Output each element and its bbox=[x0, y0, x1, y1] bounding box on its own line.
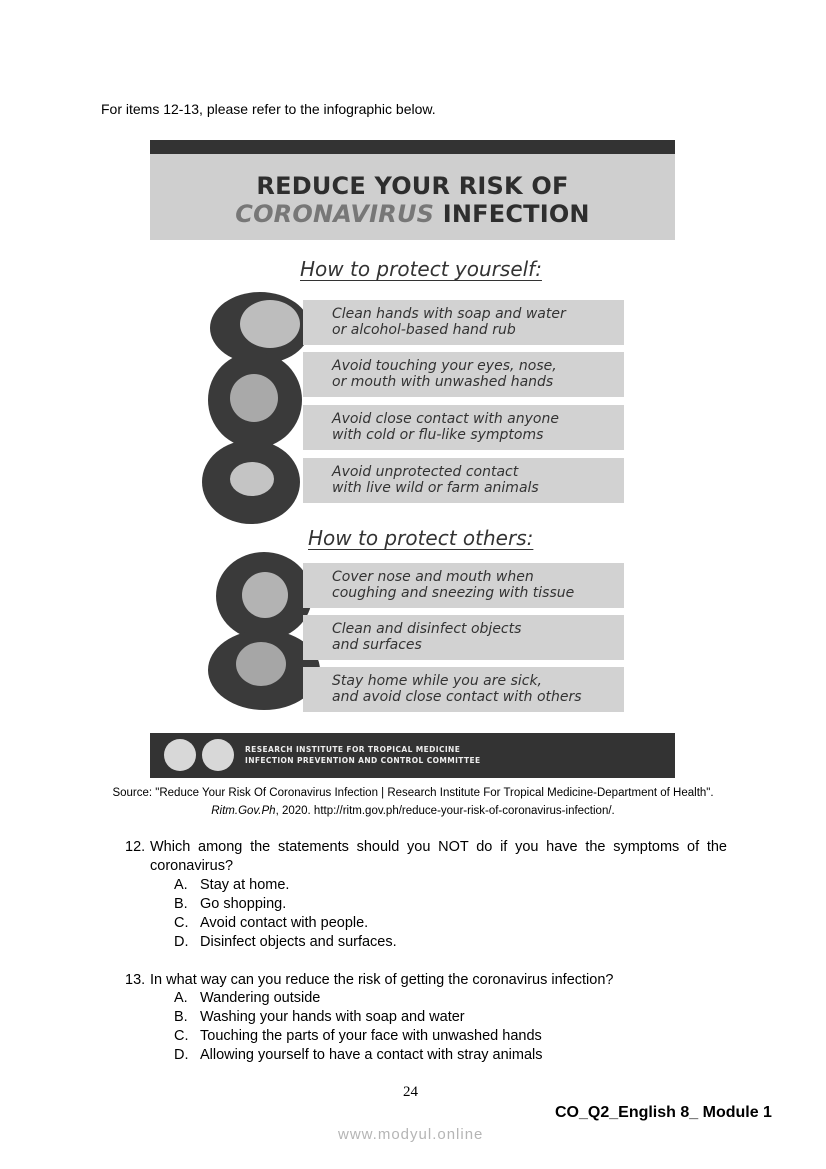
org-line1: RESEARCH INSTITUTE FOR TROPICAL MEDICINE bbox=[245, 745, 461, 754]
tip-avoid-touching-face bbox=[303, 352, 624, 397]
option-letter: A. bbox=[174, 990, 188, 1006]
source-site: Ritm.Gov.Ph bbox=[211, 805, 276, 817]
question-number: 12. bbox=[125, 839, 146, 855]
tip-clean-hands bbox=[303, 300, 624, 345]
tip-clean-disinfect bbox=[303, 615, 624, 660]
intro-text: For items 12-13, please refer to the infographic below. bbox=[101, 101, 436, 117]
tip-stay-home bbox=[303, 667, 624, 712]
tip-text: Cover nose and mouth when coughing and sneezing with tissue bbox=[332, 569, 575, 601]
infographic bbox=[150, 140, 675, 778]
infographic-title-line2 bbox=[150, 200, 675, 228]
question-12 bbox=[125, 838, 727, 876]
option-text: Avoid contact with people. bbox=[200, 915, 369, 931]
option-text: Disinfect objects and surfaces. bbox=[200, 934, 397, 950]
infographic-title-box bbox=[150, 154, 675, 240]
q13-option-d bbox=[174, 1047, 543, 1063]
cow-icon bbox=[230, 462, 274, 496]
module-footer: CO_Q2_English 8_ Module 1 bbox=[555, 1104, 772, 1121]
source-citation bbox=[100, 784, 726, 820]
option-letter: D. bbox=[174, 934, 189, 950]
option-text: Stay at home. bbox=[200, 877, 290, 893]
sneeze-icon bbox=[242, 572, 288, 618]
hand-icon bbox=[240, 300, 300, 348]
question-text: In what way can you reduce the risk of getting the coronavirus infection? bbox=[150, 972, 614, 988]
title-coronavirus: CORONAVIRUS bbox=[235, 200, 435, 228]
question-number: 13. bbox=[125, 972, 146, 988]
ipcc-logo-icon bbox=[202, 739, 234, 771]
q12-option-b bbox=[174, 896, 286, 912]
option-letter: C. bbox=[174, 1028, 189, 1044]
heading-protect-yourself: How to protect yourself: bbox=[300, 257, 542, 281]
bed-icon bbox=[236, 642, 286, 686]
tip-avoid-close-contact bbox=[303, 405, 624, 450]
tip-text: Avoid close contact with anyone with cold or flu-like symptoms bbox=[332, 411, 559, 443]
q13-option-b bbox=[174, 1009, 465, 1025]
q12-option-c bbox=[174, 915, 368, 931]
organization-name bbox=[245, 744, 481, 766]
option-letter: C. bbox=[174, 915, 189, 931]
question-text: Which among the statements should you NOT do if you have the symptoms of the coronavirus? bbox=[150, 839, 727, 874]
ritm-seal-icon bbox=[164, 739, 196, 771]
q12-option-a bbox=[174, 877, 289, 893]
option-text: Touching the parts of your face with unwashed hands bbox=[200, 1028, 542, 1044]
option-text: Allowing yourself to have a contact with stray animals bbox=[200, 1047, 543, 1063]
source-prefix: Source: "Reduce Your Risk Of Coronavirus Infection | Research Institute For Tropical Medicine-Department of Health". bbox=[112, 787, 714, 799]
option-text: Wandering outside bbox=[200, 990, 321, 1006]
face-icon bbox=[230, 374, 278, 422]
question-13 bbox=[125, 971, 727, 990]
tip-cover-nose-mouth bbox=[303, 563, 624, 608]
option-text: Washing your hands with soap and water bbox=[200, 1009, 465, 1025]
option-letter: B. bbox=[174, 1009, 188, 1025]
page-number: 24 bbox=[403, 1084, 418, 1100]
option-letter: D. bbox=[174, 1047, 189, 1063]
tip-text: Stay home while you are sick, and avoid close contact with others bbox=[332, 673, 582, 705]
watermark: www.modyul.online bbox=[338, 1126, 484, 1143]
tip-text: Clean hands with soap and water or alcohol-based hand rub bbox=[332, 306, 566, 338]
infographic-title-line1: REDUCE YOUR RISK OF bbox=[256, 172, 569, 200]
q13-option-a bbox=[174, 990, 320, 1006]
tip-avoid-animals bbox=[303, 458, 624, 503]
heading-protect-others: How to protect others: bbox=[308, 526, 534, 550]
infographic-top-bar bbox=[150, 140, 675, 154]
option-letter: A. bbox=[174, 877, 188, 893]
org-line2: INFECTION PREVENTION AND CONTROL COMMITTEE bbox=[245, 756, 481, 765]
tip-text: Avoid touching your eyes, nose, or mouth with unwashed hands bbox=[332, 358, 557, 390]
option-letter: B. bbox=[174, 896, 188, 912]
q12-option-d bbox=[174, 934, 397, 950]
option-text: Go shopping. bbox=[200, 896, 287, 912]
source-suffix: , 2020. http://ritm.gov.ph/reduce-your-risk-of-coronavirus-infection/. bbox=[275, 805, 615, 817]
tip-text: Clean and disinfect objects and surfaces bbox=[332, 621, 522, 653]
title-infection: INFECTION bbox=[434, 200, 590, 228]
q13-option-c bbox=[174, 1028, 542, 1044]
infographic-footer-bar bbox=[150, 733, 675, 778]
tip-text: Avoid unprotected contact with live wild or farm animals bbox=[332, 464, 539, 496]
